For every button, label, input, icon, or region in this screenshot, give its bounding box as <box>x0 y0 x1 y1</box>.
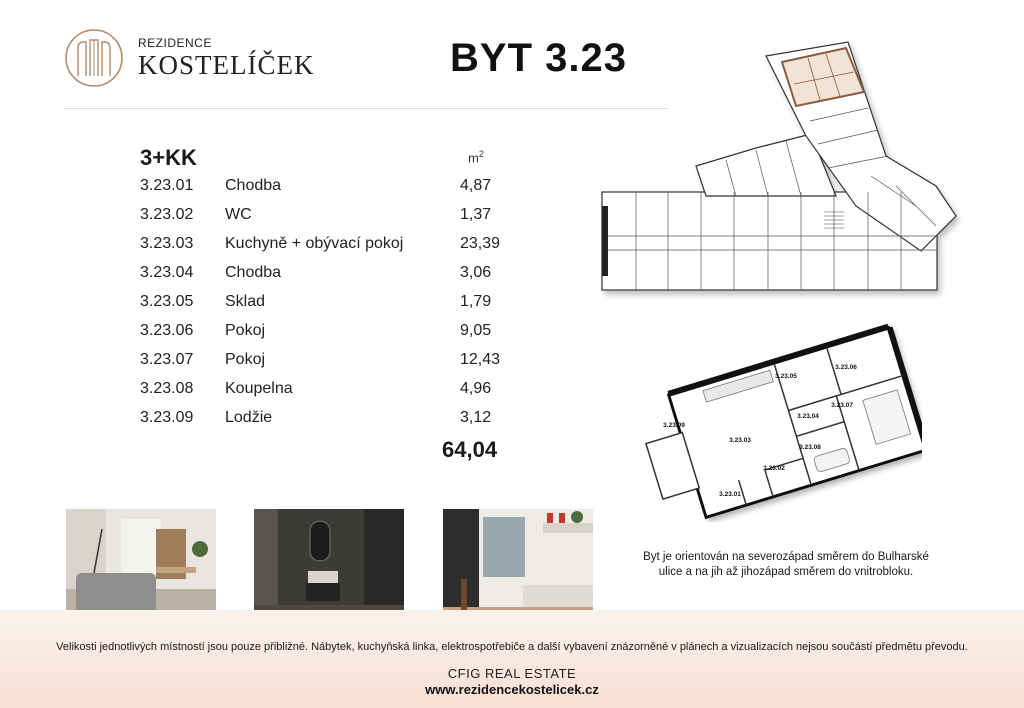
room-row <box>140 235 540 264</box>
room-name: Sklad <box>225 293 266 310</box>
room-name: Kuchyně + obývací pokoj <box>225 235 404 252</box>
room-name: Pokoj <box>225 351 266 368</box>
plan-label-3-23-07: 3.23.07 <box>831 402 853 409</box>
plan-label-3-23-04: 3.23.04 <box>797 413 819 420</box>
room-row <box>140 177 540 206</box>
room-row <box>140 293 540 322</box>
room-area: 3,12 <box>460 409 492 426</box>
room-name: Koupelna <box>225 380 293 397</box>
room-row <box>140 351 540 380</box>
photo-bedroom <box>443 509 593 621</box>
apartment-unit-plan <box>642 312 922 522</box>
disclaimer-text: Velikosti jednotlivých místností jsou pouze přibližné. Nábytek, kuchyňská linka, elektrospotřebiče a další vybavení znázorněné v plánech a vizualizacích nejsou součástí předmětu převodu. <box>56 641 968 653</box>
unit-exponent: 2 <box>478 149 484 159</box>
website-link[interactable]: www.rezidencekostelicek.cz <box>425 682 599 697</box>
page-title: BYT 3.23 <box>450 36 627 80</box>
room-id: 3.23.06 <box>140 322 194 339</box>
company-name: CFIG REAL ESTATE <box>447 666 577 681</box>
room-name: Pokoj <box>225 322 266 339</box>
logo-emblem-icon <box>64 28 124 88</box>
brand-logo <box>64 28 315 88</box>
plan-label-3-23-02: 3.23.02 <box>763 465 785 472</box>
room-table <box>140 145 540 462</box>
photo-bathroom <box>254 509 404 621</box>
room-area: 3,06 <box>460 264 492 281</box>
floor-overview-plan <box>596 36 976 318</box>
room-id: 3.23.07 <box>140 351 194 368</box>
room-area: 4,96 <box>460 380 492 397</box>
room-area: 9,05 <box>460 322 492 339</box>
room-row <box>140 409 540 438</box>
plan-label-3-23-08: 3.23.08 <box>799 444 821 451</box>
brand-name: KOSTELÍČEK <box>138 50 315 80</box>
room-name: WC <box>225 206 252 223</box>
room-area: 12,43 <box>460 351 501 368</box>
unit-text: m <box>468 150 479 166</box>
plan-label-3-23-03: 3.23.03 <box>729 437 751 444</box>
room-id: 3.23.03 <box>140 235 194 252</box>
apartment-type: 3+KK <box>140 145 197 170</box>
room-id: 3.23.05 <box>140 293 194 310</box>
room-area: 23,39 <box>460 235 501 252</box>
room-row <box>140 380 540 409</box>
room-row <box>140 206 540 235</box>
room-list <box>140 177 540 438</box>
room-table-header <box>140 145 540 177</box>
room-area: 4,87 <box>460 177 492 194</box>
header-divider <box>64 108 668 109</box>
area-unit-label <box>468 149 484 165</box>
room-id: 3.23.09 <box>140 409 194 426</box>
room-id: 3.23.02 <box>140 206 194 223</box>
brand-prefix: REZIDENCE <box>138 36 212 50</box>
room-area: 1,79 <box>460 293 492 310</box>
room-name: Chodba <box>225 177 282 194</box>
room-area: 1,37 <box>460 206 492 223</box>
room-id: 3.23.04 <box>140 264 194 281</box>
plan-label-3-23-06: 3.23.06 <box>835 364 857 371</box>
room-id: 3.23.08 <box>140 380 194 397</box>
total-area: 64,04 <box>442 437 498 462</box>
photo-living-room <box>66 509 216 621</box>
room-name: Lodžie <box>225 409 273 426</box>
room-row <box>140 322 540 351</box>
room-id: 3.23.01 <box>140 177 194 194</box>
room-name: Chodba <box>225 264 282 281</box>
orientation-note: Byt je orientován na severozápad směrem do Bulharské ulice a na jih až jihozápad směrem do vnitrobloku. <box>643 551 929 578</box>
room-row <box>140 264 540 293</box>
plan-label-3-23-05: 3.23.05 <box>775 373 797 380</box>
plan-label-3-23-09: 3.23.09 <box>663 422 685 429</box>
plan-label-3-23-01: 3.23.01 <box>719 491 741 498</box>
